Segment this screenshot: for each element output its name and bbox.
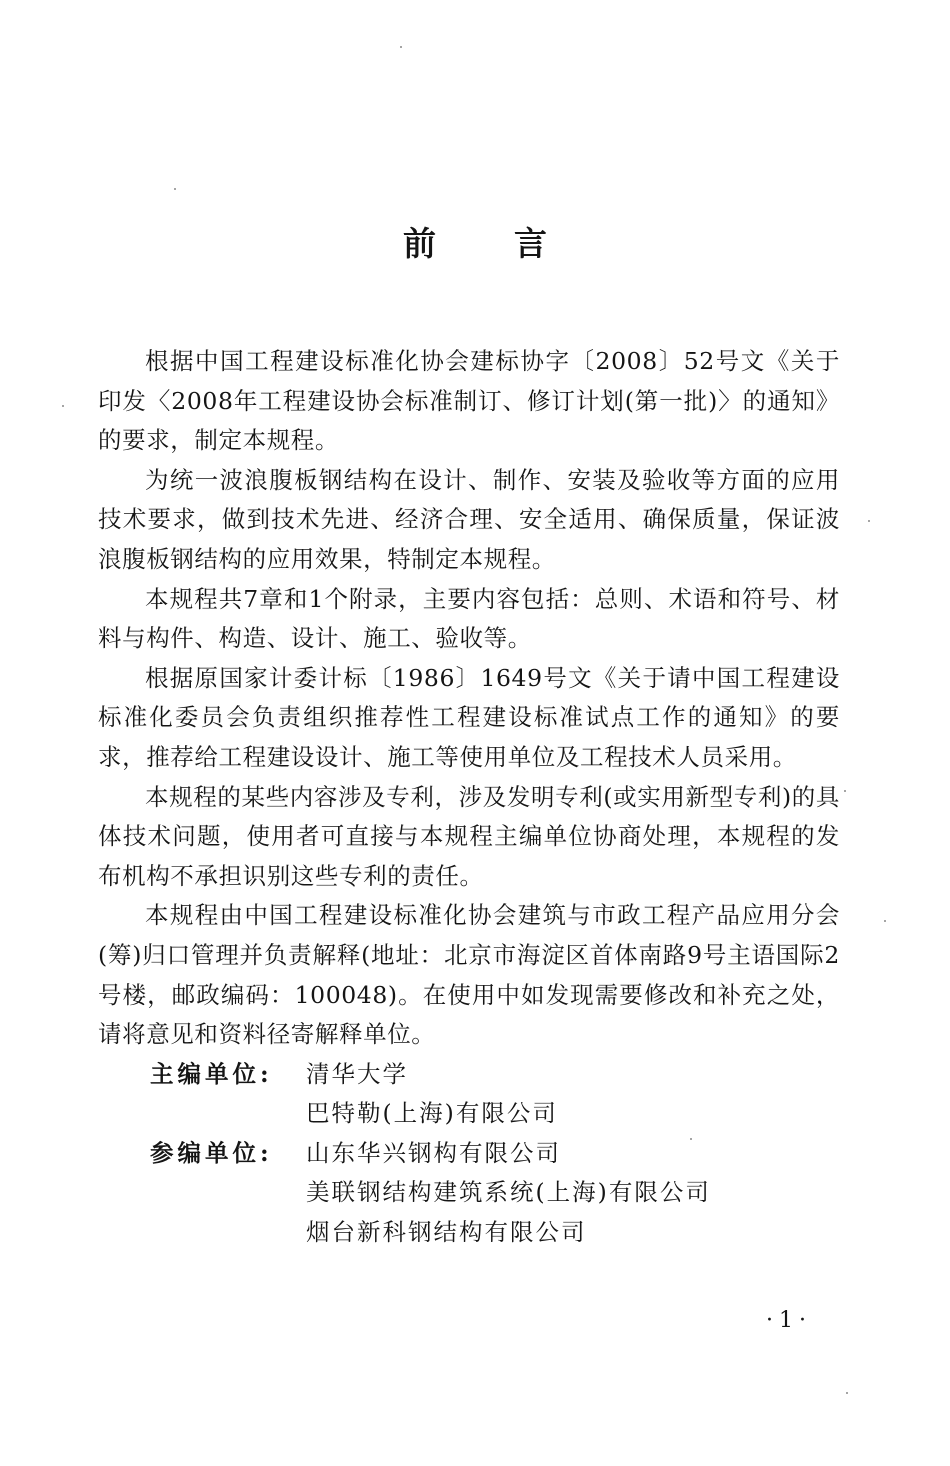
chief-unit-1: 清华大学 <box>306 1059 408 1088</box>
participating-unit-1: 山东华兴钢构有限公司 <box>306 1138 561 1167</box>
paragraph-3: 本规程共7章和1个附录，主要内容包括：总则、术语和符号、材料与构件、构造、设计、施工、验收等。 <box>98 584 840 653</box>
scan-speck <box>174 188 176 190</box>
scan-speck <box>62 405 64 407</box>
scan-speck <box>868 520 870 522</box>
paragraph-6: 本规程由中国工程建设标准化协会建筑与市政工程产品应用分会(筹)归口管理并负责解释(地址：北京市海淀区首体南路9号主语国际2号楼，邮政编码：100048)。在使用中如发现需要修改和补充之处，请将意见和资料径寄解释单位。 <box>98 901 840 1049</box>
paragraph-5: 本规程的某些内容涉及专利，涉及发明专利(或实用新型专利)的具体技术问题，使用者可直接与本规程主编单位协商处理，本规程的发布机构不承担识别这些专利的责任。 <box>98 782 840 890</box>
scan-speck <box>846 1392 848 1394</box>
scan-speck <box>884 920 886 922</box>
title-part-2: 言 <box>514 224 547 263</box>
chief-unit-2: 巴特勒(上海)有限公司 <box>306 1099 558 1128</box>
participating-editor-units <box>98 1134 840 1253</box>
paragraph-4: 根据原国家计委计标〔1986〕1649号文《关于请中国工程建设标准化委员会负责组织推荐性工程建设标准试点工作的通知》的要求，推荐给工程建设设计、施工等使用单位及工程技术人员采用。 <box>98 663 840 771</box>
chief-editor-list <box>306 1055 840 1134</box>
scan-speck <box>844 790 846 792</box>
scan-speck <box>690 1138 692 1140</box>
scan-speck <box>400 46 402 48</box>
participating-editor-label: 参编单位: <box>150 1138 273 1167</box>
title-part-1: 前 <box>403 224 436 263</box>
page-title <box>0 222 950 266</box>
participating-editor-list <box>306 1134 840 1253</box>
paragraph-1: 根据中国工程建设标准化协会建标协字〔2008〕52号文《关于印发〈2008年工程建设协会标准制订、修订计划(第一批)〉的通知》的要求，制定本规程。 <box>98 347 840 455</box>
chief-editor-label: 主编单位: <box>150 1059 273 1088</box>
page-number: ·1· <box>766 1308 812 1333</box>
preface-body <box>98 342 840 1253</box>
participating-unit-2: 美联钢结构建筑系统(上海)有限公司 <box>306 1178 711 1207</box>
paragraph-2: 为统一波浪腹板钢结构在设计、制作、安装及验收等方面的应用技术要求，做到技术先进、经济合理、安全适用、确保质量，保证波浪腹板钢结构的应用效果，特制定本规程。 <box>98 465 840 573</box>
chief-editor-units <box>98 1055 840 1134</box>
participating-unit-3: 烟台新科钢结构有限公司 <box>306 1218 587 1247</box>
